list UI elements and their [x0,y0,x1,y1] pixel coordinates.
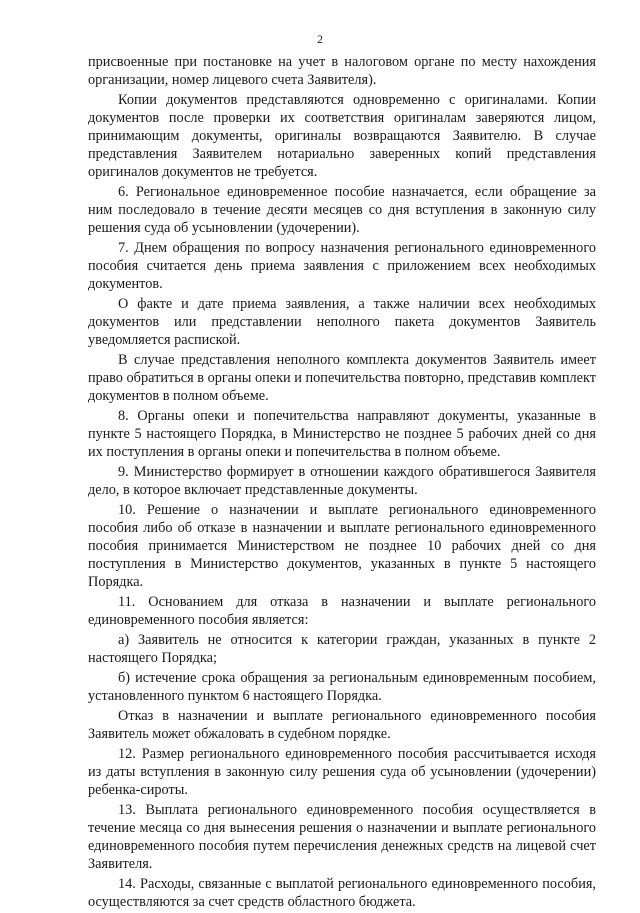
paragraph-item-8: 8. Органы опеки и попечительства направляют документы, указанные в пункте 5 настоящего Порядка, в Министерство не позднее 5 рабочих дней со дня их поступления в органы опеки и попечительства в полном объеме. [88,408,596,460]
paragraph-appeal: Отказ в назначении и выплате регионального единовременного пособия Заявитель может обжаловать в судебном порядке. [88,708,596,742]
paragraph-item-9: 9. Министерство формирует в отношении каждого обратившегося Заявителя дело, в которое включает представленные документы. [88,464,596,498]
paragraph-item-7: 7. Днем обращения по вопросу назначения регионального единовременного пособия считается день приема заявления с приложением всех необходимых документов. [88,240,596,292]
paragraph-item-14: 14. Расходы, связанные с выплатой регионального единовременного пособия, осуществляются за счет средств областного бюджета. [88,876,596,910]
paragraph-item-12: 12. Размер регионального единовременного пособия рассчитывается исходя из даты вступления в законную силу решения суда об усыновлении (удочерении) ребенка-сироты. [88,746,596,798]
paragraph-receipt: О факте и дате приема заявления, а также наличии всех необходимых документов или представлении неполного пакета документов Заявитель уведомляется распиской. [88,296,596,348]
paragraph-item-11: 11. Основанием для отказа в назначении и выплате регионального единовременного пособия является: [88,594,596,628]
paragraph-item-11-b: б) истечение срока обращения за региональным единовременным пособием, установленного пунктом 6 настоящего Порядка. [88,670,596,704]
document-body [88,53,596,913]
paragraph-item-13: 13. Выплата регионального единовременного пособия осуществляется в течение месяца со дня вынесения решения о назначении и выплате регионального единовременного пособия путем перечисления денежных средств на лицевой счет Заявителя. [88,802,596,872]
paragraph-item-11-a: а) Заявитель не относится к категории граждан, указанных в пункте 2 настоящего Порядка; [88,632,596,666]
paragraph-copies: Копии документов представляются одновременно с оригиналами. Копии документов после проверки их соответствия оригиналам заверяются лицом, принимающим документы, оригиналы возвращаются Заявителю. В случае представления Заявителем нотариально заверенных копий представления оригиналов документов не требуется. [88,92,596,180]
paragraph-continuation: присвоенные при постановке на учет в налоговом органе по месту нахождения организации, номер лицевого счета Заявителя). [88,54,596,88]
paragraph-incomplete-set: В случае представления неполного комплекта документов Заявитель имеет право обратиться в органы опеки и попечительства повторно, представив комплект документов в полном объеме. [88,352,596,404]
paragraph-item-10: 10. Решение о назначении и выплате регионального единовременного пособия либо об отказе в назначении и выплате регионального единовременного пособия принимается Министерством не позднее 10 рабочих дней со дня поступления в Министерство документов, указанных в пункте 5 настоящего Порядка. [88,502,596,590]
page-number: 2 [317,32,323,46]
paragraph-item-6: 6. Региональное единовременное пособие назначается, если обращение за ним последовало в течение десяти месяцев со дня вступления в законную силу решения суда об усыновлении (удочерении). [88,184,596,236]
